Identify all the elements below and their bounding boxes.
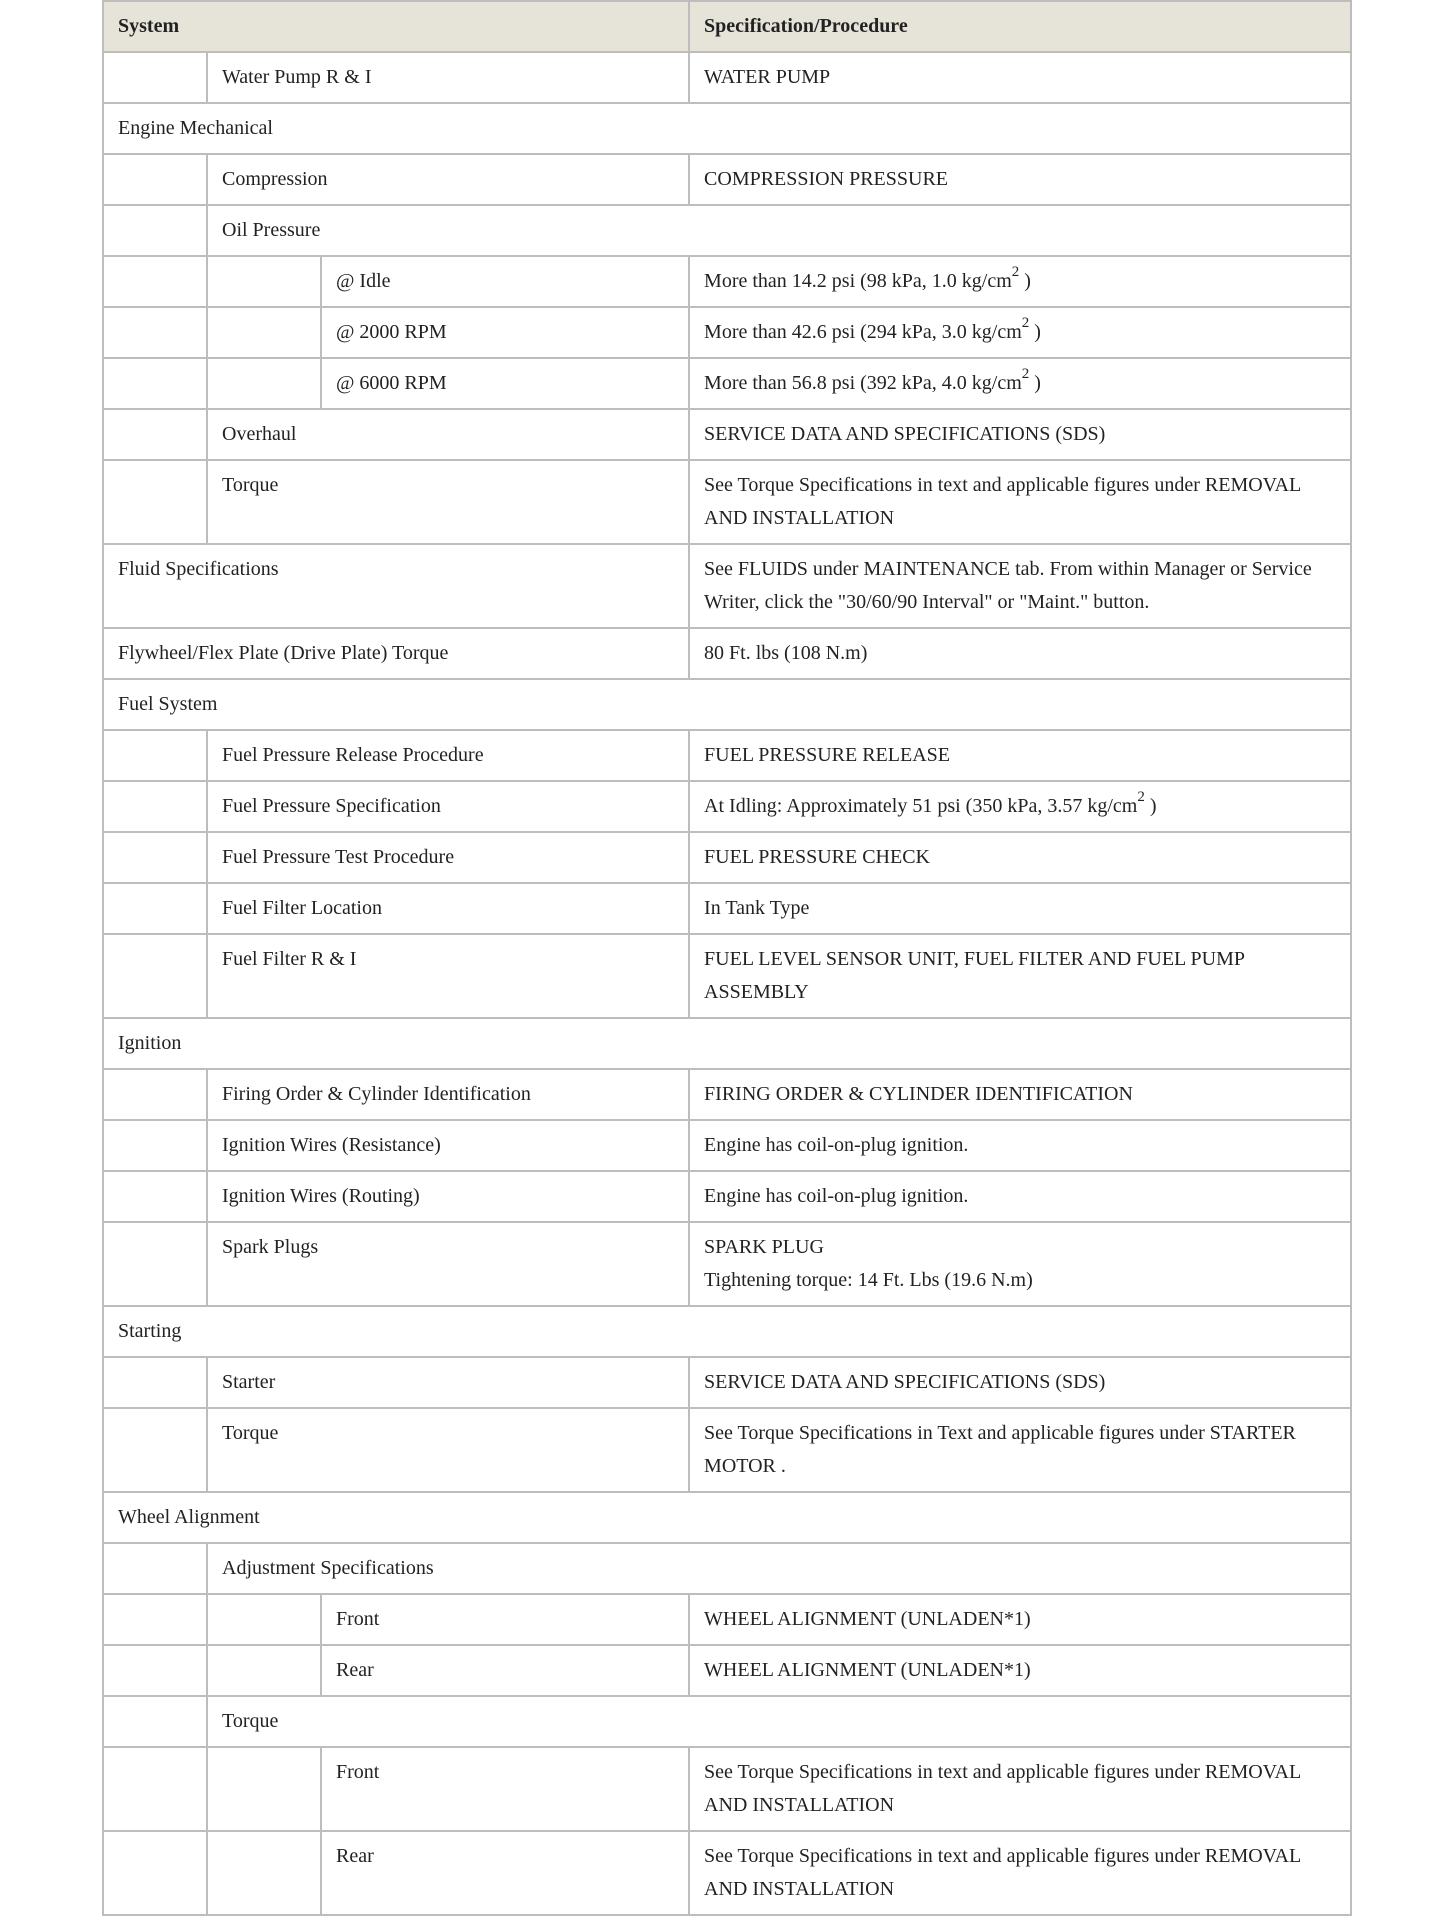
indent-cell (207, 256, 321, 307)
spec-cell (689, 1408, 1351, 1492)
indent-cell (207, 1747, 321, 1831)
indent-cell (103, 256, 207, 307)
table-row (103, 1120, 1351, 1171)
spec-cell (689, 154, 1351, 205)
table-row (103, 1747, 1351, 1831)
table-row (103, 409, 1351, 460)
spec-tail: ) (1029, 321, 1041, 343)
system-cell: Water Pump R & I (207, 52, 689, 103)
spec-cell (689, 307, 1351, 358)
spec-cell (689, 460, 1351, 544)
spec-text: WHEEL ALIGNMENT (UNLADEN*1) (704, 1608, 1031, 1630)
indent-cell (103, 1696, 207, 1747)
system-cell: Fuel Pressure Release Procedure (207, 730, 689, 781)
spec-cell (689, 1357, 1351, 1408)
superscript: 2 (1021, 315, 1030, 332)
spec-text: WATER PUMP (704, 66, 831, 88)
table-row (103, 154, 1351, 205)
system-cell: Spark Plugs (207, 1222, 689, 1306)
spec-cell (689, 358, 1351, 409)
table-row (103, 1543, 1351, 1594)
spec-text: In Tank Type (704, 897, 810, 919)
spec-text: See Torque Specifications in text and applicable figures under REMOVAL AND INSTALLATION (704, 1761, 1301, 1816)
indent-cell (103, 781, 207, 832)
system-cell: @ Idle (321, 256, 689, 307)
table-row (103, 1018, 1351, 1069)
system-cell: Compression (207, 154, 689, 205)
system-cell: Fuel Filter Location (207, 883, 689, 934)
indent-cell (103, 460, 207, 544)
superscript: 2 (1021, 366, 1030, 383)
spec-cell (689, 1831, 1351, 1915)
spec-text: More than 56.8 psi (392 kPa, 4.0 kg/cm (704, 372, 1022, 394)
table-row (103, 679, 1351, 730)
system-cell: Oil Pressure (207, 205, 1351, 256)
table-row (103, 1645, 1351, 1696)
system-cell: Engine Mechanical (103, 103, 1351, 154)
table-row (103, 1069, 1351, 1120)
indent-cell (103, 358, 207, 409)
spec-text: At Idling: Approximately 51 psi (350 kPa, 3.57 kg/cm (704, 795, 1138, 817)
system-cell: Flywheel/Flex Plate (Drive Plate) Torque (103, 628, 689, 679)
indent-cell (103, 730, 207, 781)
spec-tail: ) (1019, 270, 1031, 292)
spec-cell (689, 1171, 1351, 1222)
system-cell: Front (321, 1594, 689, 1645)
table-row (103, 1222, 1351, 1306)
system-cell: Ignition (103, 1018, 1351, 1069)
spec-text: FUEL LEVEL SENSOR UNIT, FUEL FILTER AND FUEL PUMP ASSEMBLY (704, 948, 1245, 1003)
system-cell: @ 6000 RPM (321, 358, 689, 409)
table-row (103, 358, 1351, 409)
table-row (103, 460, 1351, 544)
spec-text: FUEL PRESSURE CHECK (704, 846, 930, 868)
system-cell: Fluid Specifications (103, 544, 689, 628)
spec-cell (689, 1120, 1351, 1171)
spec-tail: ) (1144, 795, 1157, 817)
spec-cell (689, 781, 1351, 832)
system-cell: Wheel Alignment (103, 1492, 1351, 1543)
system-cell: Torque (207, 1408, 689, 1492)
superscript: 2 (1137, 789, 1145, 806)
table-row (103, 883, 1351, 934)
table-row (103, 205, 1351, 256)
indent-cell (103, 1831, 207, 1915)
indent-cell (103, 1543, 207, 1594)
spec-text: See Torque Specifications in text and applicable figures under REMOVAL AND INSTALLATION (704, 474, 1301, 529)
spec-cell (689, 934, 1351, 1018)
system-header: System (103, 1, 689, 52)
table-row (103, 544, 1351, 628)
indent-cell (103, 883, 207, 934)
system-cell: Firing Order & Cylinder Identification (207, 1069, 689, 1120)
indent-cell (103, 1069, 207, 1120)
spec-text: Engine has coil-on-plug ignition. (704, 1185, 969, 1207)
system-cell: Starting (103, 1306, 1351, 1357)
indent-cell (103, 1594, 207, 1645)
system-cell: Overhaul (207, 409, 689, 460)
table-row (103, 1594, 1351, 1645)
table-row (103, 1492, 1351, 1543)
table-row (103, 628, 1351, 679)
spec-text: SERVICE DATA AND SPECIFICATIONS (SDS) (704, 423, 1106, 445)
indent-cell (103, 1357, 207, 1408)
system-cell: Fuel Pressure Specification (207, 781, 689, 832)
indent-cell (207, 1645, 321, 1696)
indent-cell (103, 832, 207, 883)
spec-cell (689, 409, 1351, 460)
table-row (103, 934, 1351, 1018)
system-cell: Rear (321, 1831, 689, 1915)
header-row (103, 1, 1351, 52)
spec-text: More than 14.2 psi (98 kPa, 1.0 kg/cm (704, 270, 1012, 292)
system-cell: Ignition Wires (Resistance) (207, 1120, 689, 1171)
table-row (103, 1696, 1351, 1747)
indent-cell (103, 52, 207, 103)
spec-cell (689, 52, 1351, 103)
indent-cell (103, 307, 207, 358)
system-cell: Fuel Filter R & I (207, 934, 689, 1018)
table-row (103, 52, 1351, 103)
spec-cell (689, 1594, 1351, 1645)
spec-text: SERVICE DATA AND SPECIFICATIONS (SDS) (704, 1371, 1106, 1393)
indent-cell (207, 307, 321, 358)
spec-text: See Torque Specifications in text and applicable figures under REMOVAL AND INSTALLATION (704, 1845, 1301, 1900)
indent-cell (103, 1171, 207, 1222)
indent-cell (103, 205, 207, 256)
system-cell: Front (321, 1747, 689, 1831)
table-row (103, 1831, 1351, 1915)
system-cell: Torque (207, 1696, 1351, 1747)
table-row (103, 1357, 1351, 1408)
indent-cell (103, 409, 207, 460)
spec-header: Specification/Procedure (689, 1, 1351, 52)
system-cell: Ignition Wires (Routing) (207, 1171, 689, 1222)
table-row (103, 103, 1351, 154)
system-cell: Adjustment Specifications (207, 1543, 1351, 1594)
indent-cell (103, 1645, 207, 1696)
indent-cell (103, 1408, 207, 1492)
spec-text: 80 Ft. lbs (108 N.m) (704, 642, 868, 664)
spec-cell (689, 1222, 1351, 1306)
indent-cell (103, 1222, 207, 1306)
table-row (103, 1306, 1351, 1357)
table-row (103, 781, 1351, 832)
indent-cell (207, 358, 321, 409)
spec-text: SPARK PLUG Tightening torque: 14 Ft. Lbs (19.6 N.m) (704, 1236, 1033, 1291)
spec-cell (689, 1069, 1351, 1120)
system-cell: Fuel System (103, 679, 1351, 730)
spec-cell (689, 1747, 1351, 1831)
indent-cell (103, 154, 207, 205)
spec-text: COMPRESSION PRESSURE (704, 168, 948, 190)
system-cell: Torque (207, 460, 689, 544)
table-row (103, 256, 1351, 307)
indent-cell (103, 1747, 207, 1831)
spec-text: See Torque Specifications in Text and applicable figures under STARTER MOTOR . (704, 1422, 1296, 1477)
indent-cell (207, 1831, 321, 1915)
spec-text: WHEEL ALIGNMENT (UNLADEN*1) (704, 1659, 1031, 1681)
superscript: 2 (1011, 264, 1020, 281)
spec-text: More than 42.6 psi (294 kPa, 3.0 kg/cm (704, 321, 1022, 343)
table-row (103, 730, 1351, 781)
table-row (103, 1171, 1351, 1222)
spec-text: See FLUIDS under MAINTENANCE tab. From within Manager or Service Writer, click the "30/60/90 Interval" or "Maint." button. (704, 558, 1312, 613)
spec-cell (689, 256, 1351, 307)
system-cell: @ 2000 RPM (321, 307, 689, 358)
system-cell: Fuel Pressure Test Procedure (207, 832, 689, 883)
spec-cell (689, 832, 1351, 883)
table-body (103, 52, 1351, 1915)
indent-cell (207, 1594, 321, 1645)
spec-cell (689, 544, 1351, 628)
indent-cell (103, 1120, 207, 1171)
spec-cell (689, 730, 1351, 781)
spec-tail: ) (1029, 372, 1041, 394)
spec-cell (689, 1645, 1351, 1696)
indent-cell (103, 934, 207, 1018)
spec-table (102, 0, 1352, 1916)
system-cell: Rear (321, 1645, 689, 1696)
spec-text: FUEL PRESSURE RELEASE (704, 744, 950, 766)
table-row (103, 307, 1351, 358)
system-cell: Starter (207, 1357, 689, 1408)
table-row (103, 1408, 1351, 1492)
spec-cell (689, 883, 1351, 934)
spec-text: FIRING ORDER & CYLINDER IDENTIFICATION (704, 1083, 1133, 1105)
spec-cell (689, 628, 1351, 679)
table-row (103, 832, 1351, 883)
spec-text: Engine has coil-on-plug ignition. (704, 1134, 969, 1156)
